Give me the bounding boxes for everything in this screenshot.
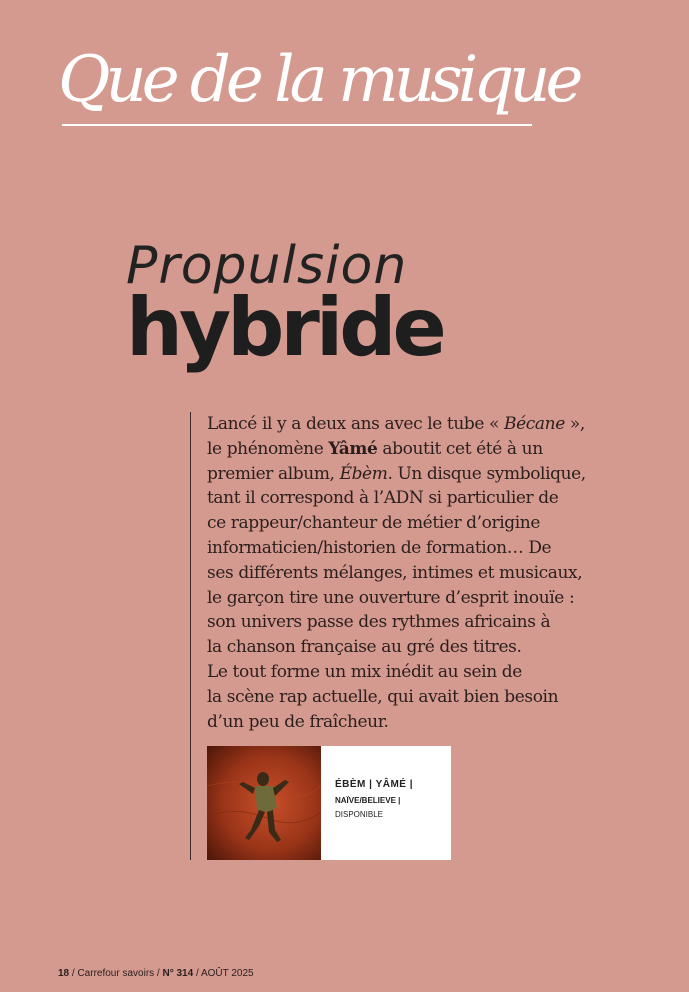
body-line: le phénomène Yâmé aboutit cet été à un (207, 438, 543, 459)
body-line: informaticien/historien de formation… De (207, 537, 552, 558)
album-label: NAÏVE/BELIEVE | (335, 796, 401, 805)
vertical-rule (190, 412, 191, 860)
body-line: Le tout forme un mix inédit au sein de (207, 661, 522, 682)
headline-line2: hybride (126, 281, 443, 374)
page-footer: 18 / Carrefour savoirs / N° 314 / AOÛT 2025 (58, 968, 254, 979)
body-line: ce rappeur/chanteur de métier d’origine (207, 513, 540, 534)
album-cover-image (207, 746, 321, 860)
page-number: 18 (58, 968, 70, 979)
body-line: son univers passe des rythmes africains à (207, 612, 551, 633)
issue-number: N° 314 (162, 968, 194, 979)
article-body (207, 412, 607, 734)
headline-line1: Propulsion (126, 236, 408, 296)
album-availability: DISPONIBLE (335, 810, 384, 819)
album-title-artist: ÉBÈM | YÂMÉ | (335, 779, 414, 790)
album-card (207, 746, 451, 860)
rubric-underline (62, 124, 532, 126)
body-line: d’un peu de fraîcheur. (207, 711, 389, 732)
body-line: la chanson française au gré des titres. (207, 637, 522, 658)
body-line: le garçon tire une ouverture d’esprit inouïe : (207, 587, 575, 608)
body-line: la scène rap actuelle, qui avait bien besoin (207, 686, 559, 707)
section-rubric: Que de la musique (58, 43, 579, 117)
body-line: ses différents mélanges, intimes et musicaux, (207, 562, 583, 583)
body-line: tant il correspond à l’ADN si particulier de (207, 488, 559, 509)
album-info (335, 779, 413, 819)
body-line: Lancé il y a deux ans avec le tube « Bécane », (207, 414, 585, 434)
body-line: premier album, Ébèm. Un disque symbolique, (207, 463, 586, 484)
